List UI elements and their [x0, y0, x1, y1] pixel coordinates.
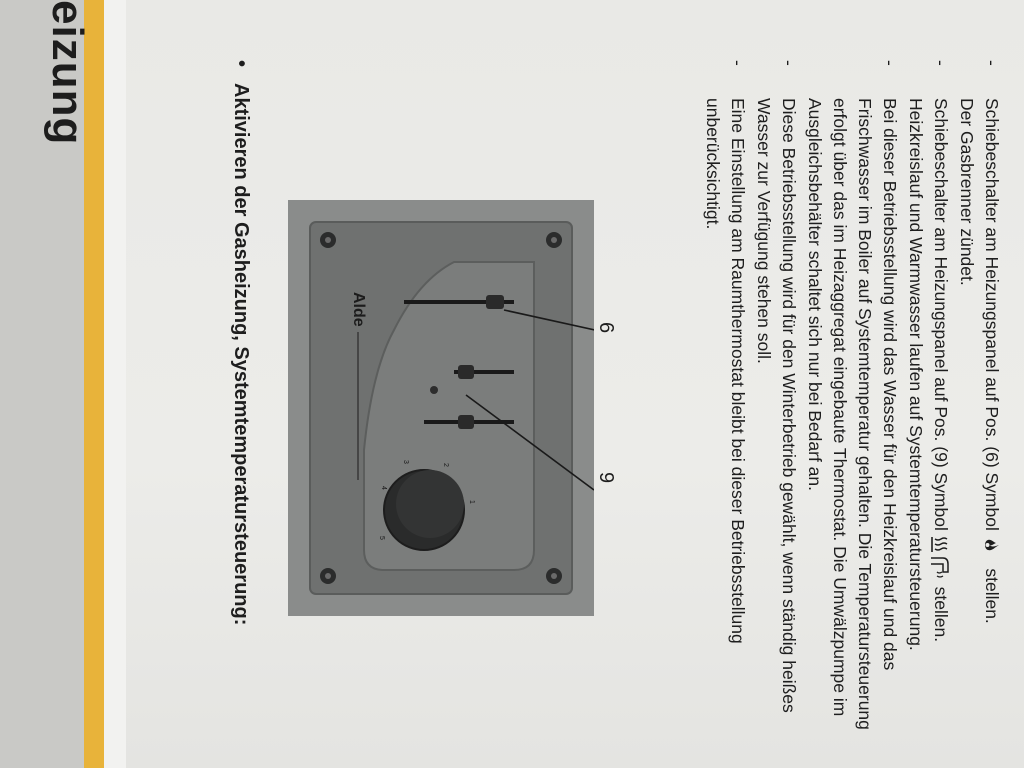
page-edge — [104, 0, 126, 768]
dial-number: 4 — [380, 486, 387, 490]
list-item: - Bei dieser Betriebsstellung wird das Wasser für den Heizkreislauf und das Frischwasser im Boiler auf Systemtemperatur gehalten. Die Temperatursteuerung erfolgt über das im Heizaggregat eingebaute Thermostat. Die Umwälzpumpe im Ausgleichsbehälter schaltet sich nur bei Bedarf an. — [805, 60, 900, 730]
dial-number: 2 — [442, 463, 449, 467]
heating-panel-photo — [288, 200, 594, 616]
list-item: - Schiebeschalter am Heizungspanel auf Pos. (9) Symbol stellen. Heizkreislauf und Warmwasser laufen auf Systemtemperatursteuerung. — [906, 60, 951, 651]
section-title: •Aktivieren der Gasheizung, Systemtemperatursteuerung: — [230, 60, 252, 626]
dial-number: 5 — [378, 536, 385, 540]
instruction-list — [699, 60, 1004, 760]
callout-label: 9 — [595, 472, 617, 484]
dial-number: 3 — [402, 460, 409, 464]
list-item: - Diese Betriebsstellung wird für den Winterbetrieb gewählt, wenn ständig heißes Wasser zur Verfügung stehen soll. — [754, 60, 799, 713]
callout-label: 6 — [595, 322, 617, 334]
list-item: - Eine Einstellung am Raumthermostat bleibt bei dieser Betriebsstellung unberücksichtigt. — [703, 60, 748, 644]
list-item: - Schiebeschalter am Heizungspanel auf Pos. (6) Symbol stellen. Der Gasbrenner zündet. — [957, 60, 1002, 624]
heating-tap-icon — [929, 536, 951, 582]
brand-logo-text: Alde — [350, 292, 367, 327]
flame-icon — [982, 536, 1000, 554]
page-heading: eizung — [43, 0, 92, 146]
dial-number: 1 — [468, 500, 475, 504]
